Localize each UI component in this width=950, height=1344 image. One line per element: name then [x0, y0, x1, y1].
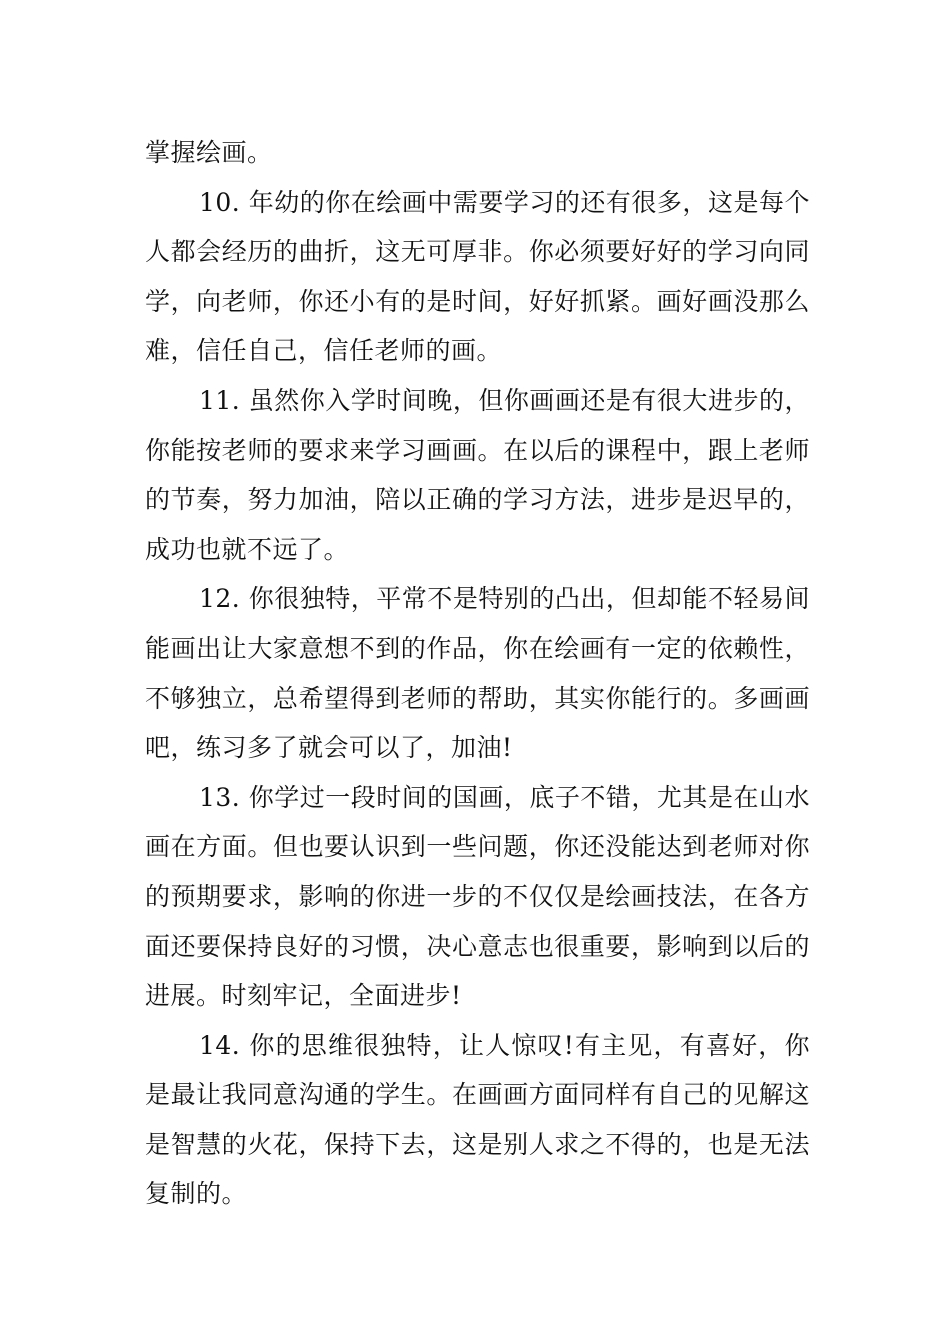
paragraph-14: 14. 你的思维很独特，让人惊叹!有主见，有喜好，你是最让我同意沟通的学生。在画画方面同样有自己的见解这是智慧的火花，保持下去，这是别人求之不得的，也是无法复制的。	[145, 1030, 810, 1209]
paragraph-continuation: 掌握绘画。	[145, 138, 273, 167]
paragraph-11: 11. 虽然你入学时间晚，但你画画还是有很大进步的，你能按老师的要求来学习画画。在以后的课程中，跟上老师的节奏，努力加油，陪以正确的学习方法，进步是迟早的，成功也就不远了。	[145, 385, 810, 564]
paragraph-12: 12. 你很独特，平常不是特别的凸出，但却能不轻易间能画出让大家意想不到的作品，你在绘画有一定的依赖性，不够独立，总希望得到老师的帮助，其实你能行的。多画画吧，练习多了就会可以了，加油!	[145, 584, 810, 763]
paragraph-13: 13. 你学过一段时间的国画，底子不错，尤其是在山水画在方面。但也要认识到一些问题，你还没能达到老师对你的预期要求，影响的你进一步的不仅仅是绘画技法，在各方面还要保持良好的习惯，决心意志也很重要，影响到以后的进展。时刻牢记，全面进步!	[145, 782, 810, 1011]
paragraph-10: 10. 年幼的你在绘画中需要学习的还有很多，这是每个人都会经历的曲折，这无可厚非。你必须要好好的学习向同学，向老师，你还小有的是时间，好好抓紧。画好画没那么难，信任自己，信任老师的画。	[145, 187, 810, 366]
document-body	[145, 128, 810, 1219]
